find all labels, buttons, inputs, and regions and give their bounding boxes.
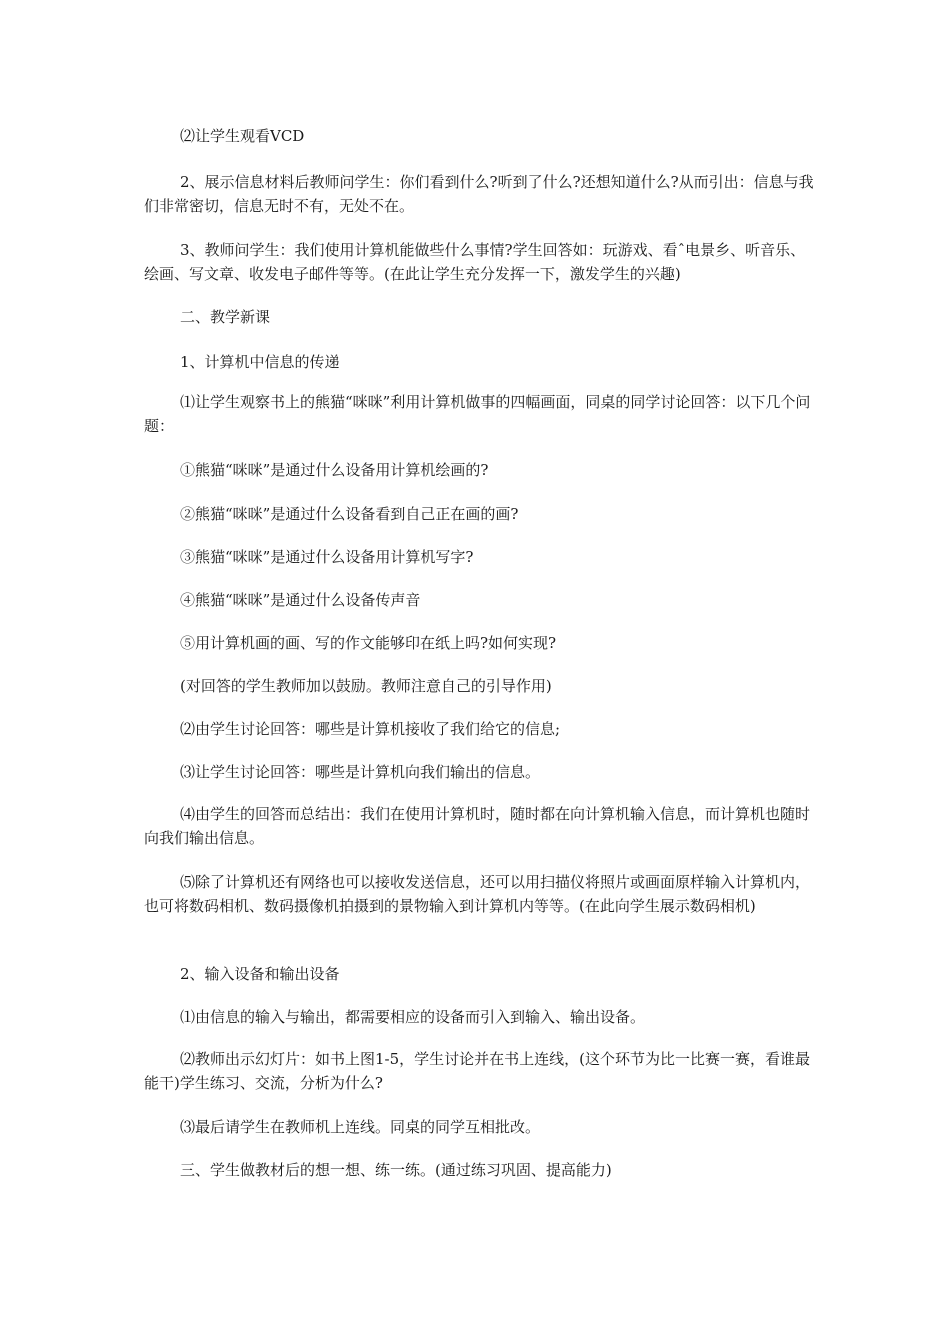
paragraph-teacher-encourage: (对回答的学生教师加以鼓励。教师注意自己的引导作用): [180, 677, 552, 695]
question-item-3: ③熊猫“咪咪”是通过什么设备用计算机写字?: [180, 548, 474, 566]
paragraph-watch-vcd: ⑵让学生观看VCD: [180, 127, 305, 145]
paragraph-network-scanner: ⑸除了计算机还有网络也可以接收发送信息，还可以用扫描仪将照片或画面原样输入计算机内，也可将数码相机、数码摄像机拍摄到的景物输入到计算机内等等。(在此向学生展示数码相机): [144, 873, 811, 915]
paragraph-show-info-material: 2、展示信息材料后教师问学生：你们看到什么?听到了什么?还想知道什么?从而引出：信息与我们非常密切，信息无时不有，无处不在。: [144, 173, 814, 215]
paragraph-observe-panda: ⑴让学生观察书上的熊猫“咪咪”利用计算机做事的四幅画面，同桌的同学讨论回答：以下几个问题：: [144, 393, 811, 435]
subsection-heading-info-transfer: 1、计算机中信息的传递: [180, 353, 340, 371]
section-heading-new-lesson: 二、教学新课: [180, 308, 271, 326]
paragraph-summary: ⑷由学生的回答而总结出：我们在使用计算机时，随时都在向计算机输入信息，而计算机也随时向我们输出信息。: [144, 805, 811, 847]
paragraph-slides-exercise: ⑵教师出示幻灯片：如书上图1-5，学生讨论并在书上连线，(这个环节为比一比赛一赛，看谁最能干)学生练习、交流，分析为什么?: [144, 1050, 811, 1092]
question-item-1: ①熊猫“咪咪”是通过什么设备用计算机绘画的?: [180, 461, 489, 479]
paragraph-discuss-input: ⑵由学生讨论回答：哪些是计算机接收了我们给它的信息;: [180, 720, 561, 738]
subsection-heading-io-devices: 2、输入设备和输出设备: [180, 965, 340, 983]
section-heading-practice: 三、学生做教材后的想一想、练一练。(通过练习巩固、提高能力): [180, 1161, 612, 1179]
question-item-4: ④熊猫“咪咪”是通过什么设备传声音: [180, 591, 421, 609]
paragraph-io-intro: ⑴由信息的输入与输出，都需要相应的设备而引入到输入、输出设备。: [180, 1008, 646, 1026]
question-item-2: ②熊猫“咪咪”是通过什么设备看到自己正在画的画?: [180, 505, 519, 523]
paragraph-computer-uses: 3、教师问学生：我们使用计算机能做些什么事情?学生回答如：玩游戏、看ˆ电景乡、听音乐、绘画、写文章、收发电子邮件等等。(在此让学生充分发挥一下，激发学生的兴趣): [144, 241, 806, 283]
paragraph-discuss-output: ⑶让学生讨论回答：哪些是计算机向我们输出的信息。: [180, 763, 541, 781]
question-item-5: ⑤用计算机画的画、写的作文能够印在纸上吗?如何实现?: [180, 634, 557, 652]
paragraph-teacher-machine: ⑶最后请学生在教师机上连线。同桌的同学互相批改。: [180, 1118, 541, 1136]
